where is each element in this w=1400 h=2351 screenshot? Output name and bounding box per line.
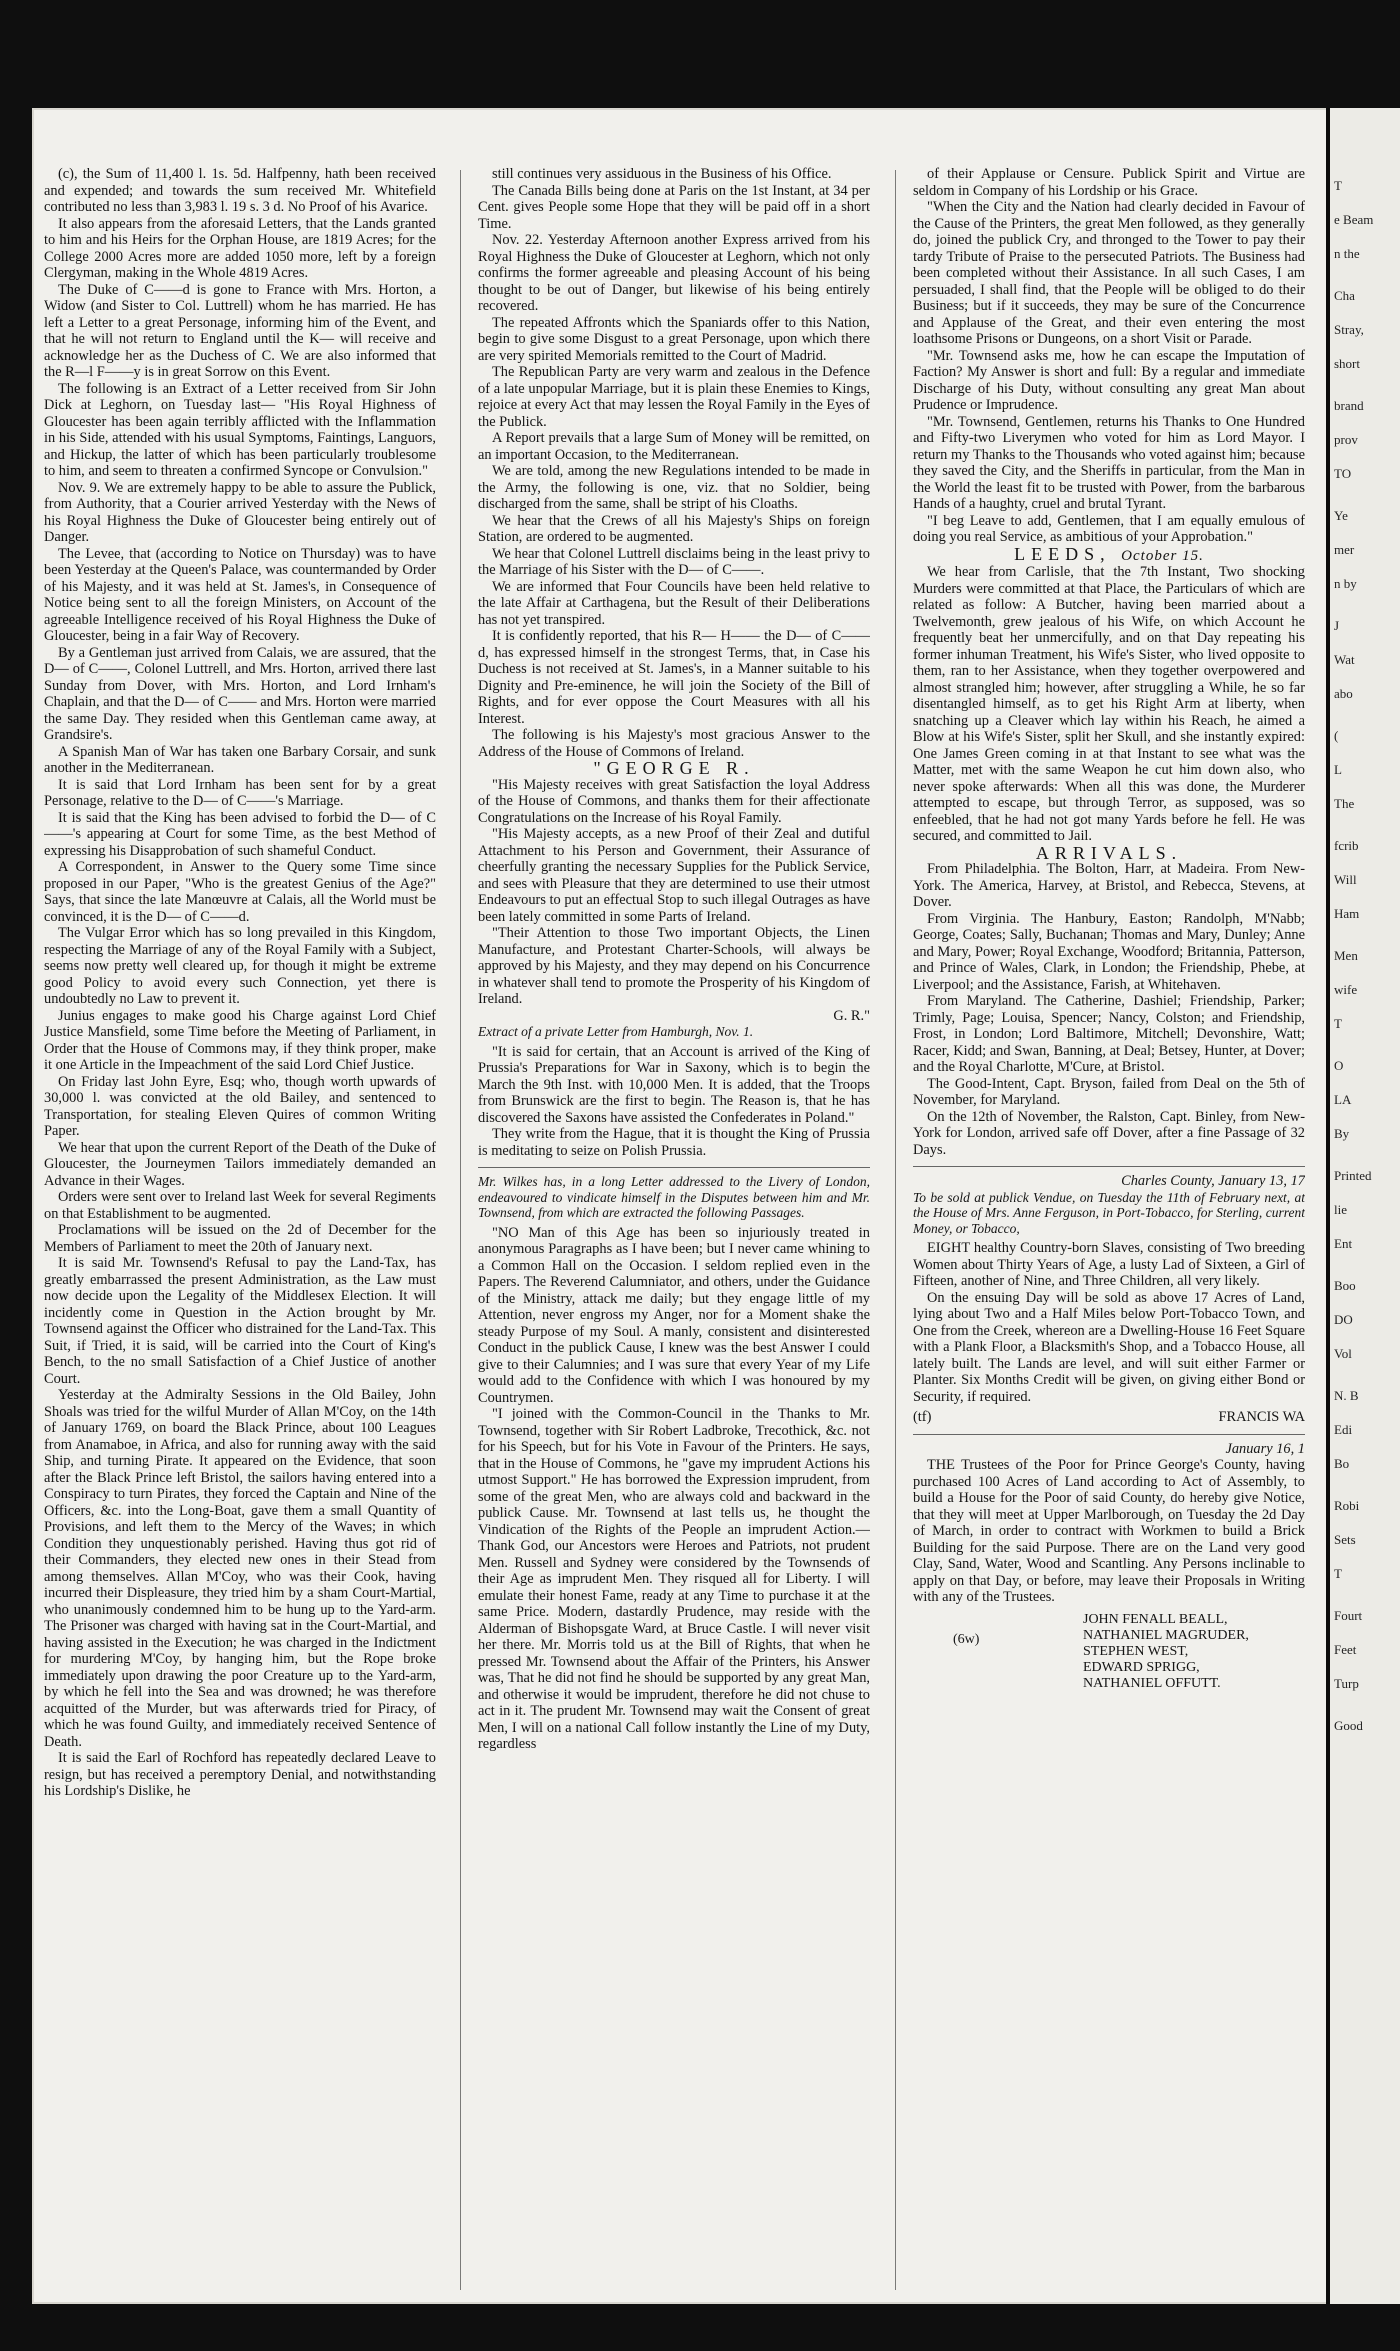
paragraph: From Philadelphia. The Bolton, Harr, at Madeira. From New-York. The America, Harvey, at Bristol, and Rebecca, Stevens, at Dover. [913,861,1305,910]
edge-fragment: n by [1334,576,1357,591]
leeds-heading [913,543,1305,565]
paragraph: On the 12th of November, the Ralston, Capt. Binley, from New-York for London, arrived safe off Dover, after a fine Passage of 32 Days. [913,1108,1305,1158]
paragraph: The Good-Intent, Capt. Bryson, failed from Deal on the 5th of November, for Maryland. [913,1075,1305,1108]
edge-fragment: LA [1334,1092,1352,1107]
paragraph: of their Applause or Censure. Publick Spirit and Virtue are seldom in Company of his Lordship or his Grace. [913,166,1305,199]
edge-fragment: Ham [1334,906,1360,921]
paragraph: We hear that Colonel Luttrell disclaims being in the least privy to the Marriage of his Sister with the D— of C——. [478,545,870,578]
sale-footer [913,1409,1305,1426]
edge-fragment: prov [1334,432,1358,447]
edge-fragment: The [1334,796,1355,811]
edge-fragment: Bo [1334,1456,1350,1471]
royal-signature: G. R." [833,1007,870,1024]
paragraph: "It is said for certain, that an Account is arrived of the King of Prussia's Preparations for War in Saxony, which is to begin the March the 9th Inst. with 10,000 Men. It is added, that the Troops from Brunswick are the first to begin. The Reason is, that he has discovered the Saxons have assisted the Confederates in Poland." [478,1043,870,1126]
paragraph: It is said that the King has been advised to forbid the D— of C——'s appearing at Court for some Time, as the best Method of expressing his Disapprobation of such shameful Conduct. [44,809,436,859]
trustee-name: EDWARD SPRIGG, [1083,1659,1200,1675]
edge-fragment: Ent [1334,1236,1353,1251]
paragraph: By a Gentleman just arrived from Calais, we are assured, that the D— of C——, Colonel Luttrell, and Mrs. Horton, arrived there last Sunday from Dover, with Mrs. Horton, and Lord Irnham's Chaplain, and that the D— of C—— and Mrs. Horton were married the same Day. They resided when this Gentleman came away, at Grandsire's. [44,644,436,743]
column-2 [478,166,870,2286]
edge-fragment: short [1334,356,1360,371]
edge-fragment: Stray, [1334,322,1364,337]
paragraph: From Maryland. The Catherine, Dashiel; Friendship, Parker; Trimly, Page; Louisa, Spencer; Nancy, Colston; and Friendship, Frost, in London; Lord Baltimore, Mitchell; Devonshire, Watt; Racer, Kidd; and Swan, Banning, at Deal; Betsey, Hunter, at Dover; and the Royal Charlotte, M'Cure, at Bristol. [913,993,1305,1075]
leeds-heading-title: LEEDS, [1014,543,1111,564]
edge-fragment: T [1334,178,1342,193]
paragraph: It is confidently reported, that his R— H—— the D— of C——d, has expressed himself in the strongest Terms, that, in Case his Duchess is not received at St. James's, in a Manner suitable to his Dignity and Pre-eminence, he will join the Society of the Bill of Rights, and for ever oppose the Court Measures with all his Interest. [478,628,870,727]
edge-fragment: Good [1334,1718,1363,1733]
paragraph: The following is an Extract of a Letter received from Sir John Dick at Leghorn, on Tuesday last— "His Royal Highness of Gloucester has been again terribly afflicted with the Inflammation in his Side, attended with his usual Symptoms, Faintings, Languors, and Hickup, the latter of which has been particularly troublesome to him, and seem to threaten a confirmed Syncope or Convulsion." [44,380,436,479]
edge-fragment: TO [1334,466,1352,481]
column-rule-2 [895,170,896,2290]
paragraph: Orders were sent over to Ireland last Week for several Regiments on that Establishment to be augmented. [44,1189,436,1222]
paragraph: Junius engages to make good his Charge against Lord Chief Justice Mansfield, some Time before the Meeting of Parliament, in Order that the House of Commons may, if they think proper, make it one Article in the Impeachment of the said Lord Chief Justice. [44,1007,436,1073]
paragraph: We hear from Carlisle, that the 7th Instant, Two shocking Murders were committed at that Place, the Particulars of which are related as follow: A Butcher, having been married about a Twelvemonth, grew jealous of his Wife, on which Account he frequently beat her unmercifully, and on that Day repeating his former inhuman Treatment, his Wife's Sister, who lived opposite to them, ran to her Assistance, when they together overpowered and almost strangled him; however, after struggling a While, he so far disentangled himself, as to get his Right Arm at liberty, when snatching up a Cleaver which lay within his Reach, he aimed a Blow at his Wife's Sister, split her Skull, and she instantly expired: One James Green coming in at that Instant to see what was the Matter, met with the same Weapon he cut him down also, who never spoke afterwards: When all this was done, the Murderer attempted to escape, but through Terror, as supposed, was so enfeebled, that he had not got many Yards before he fell. He was secured, and committed to Jail. [913,564,1305,844]
edge-fragment: Ye [1334,508,1348,523]
column-3 [913,166,1305,2286]
edge-fragment: N. B [1334,1388,1359,1403]
paragraph: It is said the Earl of Rochford has repeatedly declared Leave to resign, but has received a peremptory Denial, and notwithstanding his Lordship's Dislike, he [44,1750,436,1799]
paragraph: It is said Mr. Townsend's Refusal to pay the Land-Tax, has greatly embarrassed the present Administration, as the Law must now decide upon the Legality of the Middlesex Election. It will incidently come in Question in the Action brought by Mr. Townsend against the Officer who distrained for the Land-Tax. This Suit, if Tried, it is said, will be carried into the Court of King's Bench, to the no small Satisfaction of a Chief Justice of another Court. [44,1255,436,1387]
paragraph: The Canada Bills being done at Paris on the 1st Instant, at 34 per Cent. gives People some Hope that they will be paid off in a short Time. [478,182,870,232]
divider [478,1167,870,1168]
paragraph: The repeated Affronts which the Spaniards offer to this Nation, begin to give some Disgust to a great Personage, upon which there are very spirited Memorials remitted to the Court of Madrid. [478,314,870,364]
edge-fragment: Will [1334,872,1357,887]
paragraph: On Friday last John Eyre, Esq; who, though worth upwards of 30,000 l. was convicted at the old Bailey, and sentenced to Transportation, for stealing Eleven Quires of common Writing Paper. [44,1073,436,1139]
paragraph: Yesterday at the Admiralty Sessions in the Old Bailey, John Shoals was tried for the wilful Murder of Allan M'Coy, on the 14th of January 1769, on board the Black Prince, about 100 Leagues from Anamaboe, in Africa, and also for running away with the said Ship, and turning Pirate. It appeared on the Evidence, that soon after the Black Prince left Bristol, the sailors having entered into a Conspiracy to turn Pirates, they forced the Captain and Nine of the Officers, &c. into the Long-Boat, gave them a small Quantity of Provisions, and left them to the Mercy of the Waves; in which Condition they unquestionably perished. Having thus got rid of their Commanders, they elected new ones in their Stead from among themselves. Allan M'Coy, who was their Cook, having incurred their Displeasure, they tried him by a sham Court-Martial, who unanimously condemned him to be hung up to the Yard-arm. The Prisoner was charged with having sat in the Court-Martial, and having assisted in the Execution; he was charged in the Indictment for murdering M'Coy, by hanging him, but the Rope broke immediately upon drawing the poor Creature up to the Yard-arm, by which he fell into the Sea and was drowned; he was therefore acquitted of the Murder, but was afterwards tried for Piracy, of which he was found Guilty, and immediately received Sentence of Death. [44,1387,436,1750]
paragraph: "His Majesty accepts, as a new Proof of their Zeal and dutiful Attachment to his Person and Government, their Assurance of cheerfully granting the necessary Supplies for the Publick Service, and sees with Pleasure that they are determined to use their utmost Endeavours to put an effectual Stop to such illegal Outrages as have been lately committed in some Parts of Ireland. [478,826,870,925]
paragraph: We are informed that Four Councils have been held relative to the late Affair at Carthagena, but the Result of their Deliberations has not yet transpired. [478,578,870,628]
paragraph: "I beg Leave to add, Gentlemen, that I am equally emulous of doing you real Service, as ambitious of your Approbation." [913,512,1305,545]
paragraph: (c), the Sum of 11,400 l. 1s. 5d. Halfpenny, hath been received and expended; and towards the sum received Mr. Whitefield contributed no less than 3,983 l. 19 s. 3 d. No Proof of his Avarice. [44,166,436,215]
paragraph: We hear that the Crews of all his Majesty's Ships on foreign Station, are ordered to be augmented. [478,512,870,545]
paragraph: "His Majesty receives with great Satisfaction the loyal Address of the House of Commons, and thanks them for their affectionate Congratulations on the Increase of his Royal Family. [478,776,870,826]
edge-fragment: Fourt [1334,1608,1363,1623]
sale-dateline: Charles County, January 13, 17 [1121,1173,1305,1189]
edge-fragment: T [1334,1566,1342,1581]
leeds-heading-date: October 15. [1121,547,1204,564]
paragraph: A Correspondent, in Answer to the Query some Time since proposed in our Paper, "Who is the greatest Genius of the Age?" Says, that since the late Manœuvre at Calais, all the World must be convinced, it is the D— of C——d. [44,859,436,925]
paragraph: Nov. 22. Yesterday Afternoon another Express arrived from his Royal Highness the Duke of Gloucester at Leghorn, which not only confirms the former agreeable and pleasing Account of his being thought to be out of Danger, but likewise of his being entirely recovered. [478,232,870,314]
paragraph: "Mr. Townsend, Gentlemen, returns his Thanks to One Hundred and Fifty-two Liverymen who voted for him as Lord Mayor. I return my Thanks to the Thousands who voted against him; because they saved the City, and the Sheriffs in particular, from the Man in the World the least fit to be trusted with Power, from the barbarous Hands of a haughty, cruel and brutal Tyrant. [913,413,1305,512]
royal-answer-heading: "GEORGE R. [593,758,755,778]
paragraph: still continues very assiduous in the Business of his Office. [492,166,832,182]
edge-fragment: Robi [1334,1498,1360,1513]
edge-fragment: ( [1334,728,1339,743]
paragraph: On the ensuing Day will be sold as above 17 Acres of Land, lying about Two and a Half Miles below Port-Tobacco Town, and One from the Creek, whereon are a Dwelling-House 16 Feet Square with a Plank Floor, a Blacksmith's Shop, and a Tobacco House, all lately built. The Lands are level, and will suit either Farmer or Planter. Six Months Credit will be given, on giving either Bond or Security, if required. [913,1289,1305,1405]
paragraph: It also appears from the aforesaid Letters, that the Lands granted to him and his Heirs for the Orphan House, are 1819 Acres; for the College 2000 Acres more are added 1050 more, left by a foreign Clergyman, making in the Whole 4819 Acres. [44,215,436,281]
paragraph: It is said that Lord Irnham has been sent for by a great Personage, relative to the D— of C——'s Marriage. [44,776,436,809]
edge-fragment: O [1334,1058,1344,1073]
column-rule-1 [460,170,461,2290]
trustee-name: STEPHEN WEST, [1083,1643,1189,1659]
paragraph: From Virginia. The Hanbury, Easton; Randolph, M'Nabb; George, Coates; Sally, Buchanan; Thomas and Mary, Dunley; Anne and Mary, Power; Royal Exchange, Woodford; Britannia, Patterson, and Prince of Wales, Clark, in London; the Friendship, Phebe, at Liverpool; and the Assistance, Farish, at Whitehaven. [913,910,1305,993]
edge-fragment: Wat [1334,652,1355,667]
paragraph: The Duke of C——d is gone to France with Mrs. Horton, a Widow (and Sister to Col. Luttrell) whom he has married. He has left a Letter to a great Personage, informing him of the Event, and that he will not return to England until the K— will receive and acknowledge her as the Duchess of C. We are also informed that the R—l F——y is in great Sorrow on this Event. [44,281,436,380]
adjacent-page-edge [1326,108,1400,2304]
paragraph: Nov. 9. We are extremely happy to be able to assure the Publick, from Authority, that a Courier arrived Yesterday with the News of his Royal Highness the Duke of Gloucester being entirely out of Danger. [44,479,436,545]
edge-fragment: Men [1334,948,1358,963]
paragraph: The Levee, that (according to Notice on Thursday) was to have been Yesterday at the Queen's Palace, was countermanded by Order of his Majesty, and it was held at St. James's, in Consequence of Notice being sent to all the foreign Ministers, on Account of the agreeable Intelligence received of his Royal Highness the Duke of Gloucester, being in a fair Way of Recovery. [44,545,436,644]
paragraph: The Vulgar Error which has so long prevailed in this Kingdom, respecting the Marriage of any of the Royal Family with a Subject, seems now pretty well cleared up, for though it might be extreme good Policy to avoid every such Connection, yet there is undoubtedly no Law to prevent it. [44,925,436,1007]
edge-fragment: Printed [1334,1168,1372,1183]
trustee-name: NATHANIEL MAGRUDER, [1083,1627,1249,1643]
paragraph: A Spanish Man of War has taken one Barbary Corsair, and sunk another in the Mediterranean. [44,743,436,776]
paragraph: "Their Attention to those Two important Objects, the Linen Manufacture, and Protestant Charter-Schools, will always be approved by his Majesty, and they may depend on his Concurrence in whatever shall tend to promote the Prosperity of his Kingdom of Ireland. [478,925,870,1007]
edge-fragment: n the [1334,246,1360,261]
edge-fragment: lie [1334,1202,1347,1217]
paragraph: A Report prevails that a large Sum of Money will be remitted, on an important Occasion, to the Mediterranean. [478,430,870,463]
trustee-list [913,1612,1305,1692]
wilkes-letter-intro: Mr. Wilkes has, in a long Letter addressed to the Livery of London, endeavoured to vindicate himself in the Disputes between him and Mr. Townsend, from which are extracted the following Passages. [478,1174,870,1220]
edge-fragment: mer [1334,542,1355,557]
column-1 [44,166,436,2286]
paragraph: "I joined with the Common-Council in the Thanks to Mr. Townsend, together with Sir Robert Ladbroke, Trecothick, &c. not for his Speech, but for his Vote in Favour of the Printers. He says, that in the House of Commons, he "gave my imprudent Actions his utmost Support." He has borrowed the Expression imprudent, from some of the great Men, who are always cold and backward in the publick Cause. Mr. Townsend at last tells us, he thought the Vindication of the Rights of the People an imprudent Action.—Thank God, our Ancestors were Heroes and Patriots, not prudent Men. Russell and Sydney were considered by the Townsends of their Age as imprudent Men. They risqued all for Liberty. I will emulate their honest Fame, ready at any Time to purchase it at the same Price. Modern, dastardly Prudence, may reside with the Alderman of Bishopsgate Ward, at Bruce Castle. I will never visit her there. Mr. Morris told us at the Bill of Rights, that when he pressed Mr. Townsend about the Affair of the Printers, his Answer was, That he did not find he should be supported by any great Man, and otherwise it would be imprudent, therefore he did not chuse to act in it. The prudent Mr. Townsend may wait the Consent of great Men, I will on a national Call follow instantly the Line of my Duty, regardless [478,1406,870,1752]
paragraph: We are told, among the new Regulations intended to be made in the Army, the following is one, viz. that no Soldier, being discharged from the same, shall be stript of his Cloaths. [478,463,870,512]
paragraph: "NO Man of this Age has been so injuriously treated in anonymous Paragraphs as I have been; but I never came whining to a Common Hall on the Occasion. I seldom replied even in the Papers. The Reverend Calumniator, and others, under the Guidance of the Ministry, attack me daily; but they engage little of my Attention, never engross my Anger, nor for a Moment shake the steady Purpose of my Soul. A manly, consistent and disinterested Conduct in the publick Cause, I knew was the best Answer I could give to their Calumnies; and I was sure that every Year of my Life would add to the Confidence with which I was honoured by my Countrymen. [478,1224,870,1406]
edge-fragment: Sets [1334,1532,1356,1547]
sale-signer: FRANCIS WA [1218,1409,1305,1425]
edge-fragment: By [1334,1126,1350,1141]
hamburg-letter-intro: Extract of a private Letter from Hamburgh, Nov. 1. [478,1024,754,1039]
edge-fragment: L [1334,762,1342,777]
paragraph: We hear that upon the current Report of the Death of the Duke of Gloucester, the Journeymen Tailors immediately demanded an Advance in their Wages. [44,1139,436,1189]
paragraph: "Mr. Townsend asks me, how he can escape the Imputation of Faction? My Answer is short and full: By a regular and immediate Discharge of his Duty, without consulting any great Man about Prudence or Imprudence. [913,347,1305,413]
edge-fragment: Feet [1334,1642,1357,1657]
paragraph: "When the City and the Nation had clearly decided in Favour of the Cause of the Printers, the great Men followed, as they generally do, joined the publick Cry, and thronged to the Tower to pay their tardy Tribute of Praise to the persecuted Patriots. The Business had been completed without their Assistance. In all such Cases, I am persuaded, I shall find, that the People will be obliged to do their Business; but if it succeeds, they may be sure of the Concurrence and Applause of the Great, and their even entering the most loathsome Prisons or Dungeons, on a short Visit or Parade. [913,199,1305,347]
edge-fragment: fcrib [1334,838,1359,853]
edge-fragment: J [1334,618,1340,633]
edge-fragment: T [1334,1016,1342,1031]
paragraph: THE Trustees of the Poor for Prince George's County, having purchased 100 Acres of Land according to Act of Assembly, to build a House for the Poor of said County, do hereby give Notice, that they will meet at Upper Marlborough, on Tuesday the 2d Day of March, in order to contract with Workmen to build a Brick Building for the said Purpose. There are on the Land very good Clay, Sand, Water, Wood and Scantling. Any Persons inclinable to apply on that Day, or before, may leave their Proposals in Writing with any of the Trustees. [913,1457,1305,1605]
paragraph: EIGHT healthy Country-born Slaves, consisting of Two breeding Women about Thirty Years of Age, a lusty Lad of Sixteen, a Girl of Fifteen, another of Nine, and Three Children, all very likely. [913,1240,1305,1289]
paragraph: The following is his Majesty's most gracious Answer to the Address of the House of Commons of Ireland. [478,727,870,760]
edge-fragment: e Beam [1334,212,1374,227]
divider [913,1166,1305,1167]
trust-tag: (6w) [953,1631,980,1647]
edge-fragment: Edi [1334,1422,1353,1437]
paragraph: The Republican Party are very warm and zealous in the Defence of a late unpopular Marriage, but it is plain these Enemies to Kings, rejoice at every Act that may lessen the Royal Family in the Eyes of the Publick. [478,364,870,430]
sale-tag: (tf) [913,1409,932,1425]
divider [913,1434,1305,1435]
trustee-name: JOHN FENALL BEALL, [1083,1611,1228,1627]
sale-intro: To be sold at publick Vendue, on Tuesday the 11th of February next, at the House of Mrs. Anne Ferguson, in Port-Tobacco, for Sterling, current Money, or Tobacco, [913,1189,1305,1236]
edge-fragment: Vol [1334,1346,1352,1361]
edge-fragments [1330,108,1400,1734]
edge-fragment: brand [1334,398,1364,413]
edge-fragment: Cha [1334,288,1355,303]
edge-fragment: wife [1334,982,1358,997]
arrivals-heading: ARRIVALS. [1035,842,1183,863]
edge-fragment: abo [1334,686,1353,701]
paragraph: Proclamations will be issued on the 2d of December for the Members of Parliament to meet the 20th of January next. [44,1222,436,1255]
edge-fragment: Turp [1334,1676,1359,1691]
paragraph: They write from the Hague, that it is thought the King of Prussia is meditating to seize on Polish Prussia. [478,1126,870,1159]
trust-dateline: January 16, 1 [1225,1440,1305,1457]
edge-fragment: DO [1334,1312,1353,1327]
trustee-name: NATHANIEL OFFUTT. [1083,1675,1221,1691]
edge-fragment: Boo [1334,1278,1356,1293]
